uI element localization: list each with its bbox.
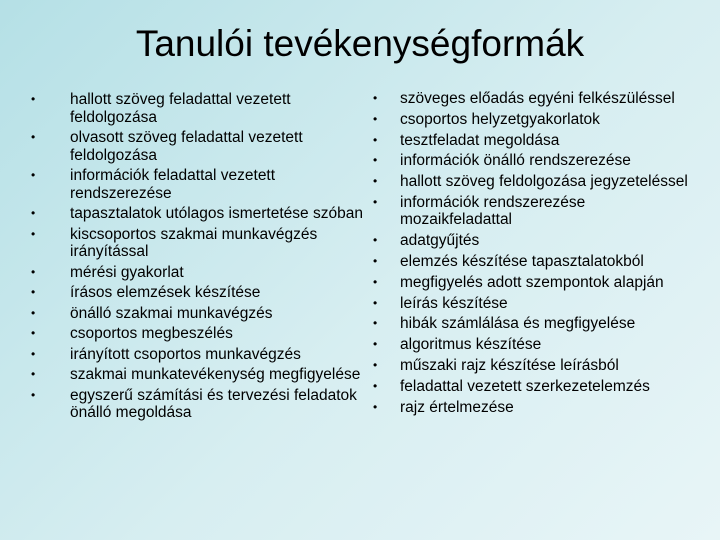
list-item-text: tapasztalatok utólagos ismertetése szóban [70, 205, 363, 222]
list-item [373, 294, 700, 313]
bullet-icon: • [31, 264, 36, 279]
list-item [373, 131, 700, 150]
bullet-icon: • [373, 233, 378, 248]
list-item [373, 273, 700, 292]
list-item-text: mérési gyakorlat [70, 263, 184, 281]
list-item-text: leírás készítése [400, 294, 508, 312]
bullet-icon: • [31, 326, 36, 340]
list-item-text: irányított csoportos munkavégzés [70, 345, 301, 363]
bullet-icon: • [31, 367, 36, 381]
bullet-icon: • [373, 111, 378, 126]
slide-title: Tanulói tevékenységformák [135, 23, 585, 64]
bullet-icon: • [373, 378, 378, 393]
bullet-icon: • [373, 254, 378, 269]
bullet-icon: • [373, 337, 378, 352]
bullet-icon: • [31, 226, 36, 241]
list-item-text: adatgyűjtés [400, 232, 480, 250]
list-item [373, 357, 700, 375]
list-item-text: hallott szöveg feladattal vezetett feldolgozása [70, 91, 291, 126]
list-item [31, 91, 370, 126]
list-item [31, 129, 370, 164]
bullet-icon: • [31, 346, 36, 361]
list-item-text: információk feladattal vezetett rendszerezése [70, 167, 276, 202]
bullet-icon: • [373, 399, 378, 414]
list-item [373, 110, 700, 129]
list-item [373, 398, 700, 417]
list-item [373, 253, 700, 271]
list-item [373, 232, 700, 250]
list-item-text: szöveges előadás egyéni felkészüléssel [400, 90, 675, 107]
bullet-icon: • [373, 91, 378, 105]
list-item [373, 336, 700, 354]
list-item-text: önálló szakmai munkavégzés [70, 304, 273, 322]
list-item [31, 205, 370, 223]
list-item-text: algoritmus készítése [400, 336, 542, 354]
list-item-text: elemzés készítése tapasztalatokból [400, 253, 644, 271]
bullet-icon: • [31, 285, 36, 299]
bullet-icon: • [373, 274, 378, 289]
list-item [31, 366, 370, 384]
list-item-text: egyszerű számítási és tervezési feladatok önálló megoldása [70, 386, 357, 421]
list-item [373, 193, 700, 229]
list-item-text: megfigyelés adott szempontok alapján [400, 273, 664, 291]
list-item-text: írásos elemzések készítése [70, 284, 261, 301]
bullet-icon: • [31, 387, 36, 402]
list-item-text: hallott szöveg feldolgozása jegyzeteléssel [400, 173, 688, 191]
bullet-icon: • [31, 168, 36, 182]
list-item-text: rajz értelmezése [400, 398, 514, 416]
list-item-text: csoportos megbeszélés [70, 325, 233, 342]
bullet-icon: • [373, 316, 378, 331]
list-item [373, 377, 700, 396]
list-item-text: feladattal vezetett szerkezetelemzés [400, 377, 650, 395]
bullet-icon: • [373, 358, 378, 373]
bullet-icon: • [373, 295, 378, 310]
list-item [373, 173, 700, 191]
list-item [373, 315, 700, 333]
list-item [31, 304, 370, 323]
list-item-text: információk rendszerezése mozaikfeladattal [400, 193, 586, 229]
bullet-icon: • [373, 174, 378, 189]
bullet-icon: • [373, 153, 378, 168]
list-item-text: műszaki rajz készítése leírásból [400, 357, 619, 375]
list-item-text: hibák számlálása és megfigyelése [400, 315, 636, 333]
left-activity-list [31, 91, 370, 425]
bullet-icon: • [31, 92, 36, 106]
list-item-text: kiscsoportos szakmai munkavégzés irányítással [70, 225, 318, 260]
list-item-text: információk önálló rendszerezése [400, 152, 631, 170]
bullet-icon: • [373, 194, 378, 209]
list-item-text: olvasott szöveg feladattal vezetett feldolgozása [70, 129, 303, 164]
list-item-text: szakmai munkatevékenység megfigyelése [70, 366, 361, 383]
list-item [373, 90, 700, 108]
bullet-icon: • [31, 305, 36, 320]
bullet-icon: • [31, 130, 36, 144]
bullet-icon: • [31, 206, 36, 220]
list-item [31, 386, 370, 422]
list-item [31, 263, 370, 282]
list-item [31, 167, 370, 202]
list-item [31, 284, 370, 302]
list-item-text: tesztfeladat megoldása [400, 131, 560, 149]
list-item [373, 152, 700, 170]
list-item-text: csoportos helyzetgyakorlatok [400, 110, 600, 128]
list-item [31, 345, 370, 364]
list-item [31, 225, 370, 261]
right-activity-list [373, 90, 700, 419]
list-item [31, 325, 370, 343]
bullet-icon: • [373, 132, 378, 147]
